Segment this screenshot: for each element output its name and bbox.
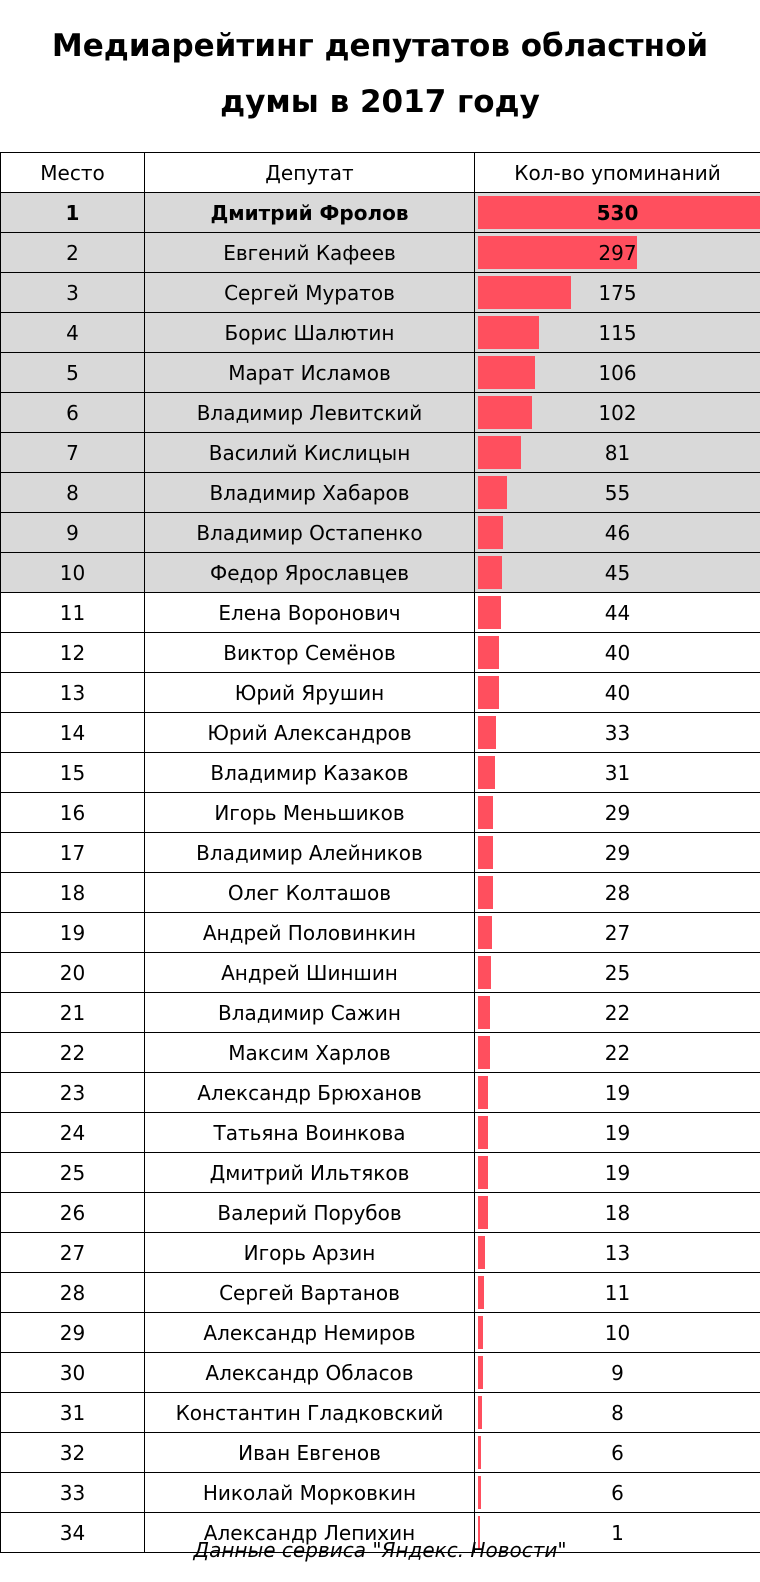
mentions-cell <box>475 353 760 393</box>
mentions-bar <box>478 436 521 469</box>
mentions-bar <box>478 316 539 349</box>
mentions-bar <box>478 516 503 549</box>
mentions-cell <box>475 833 760 873</box>
column-header-mentions: Кол-во упоминаний <box>475 153 760 193</box>
mentions-value-label: 6 <box>611 1480 624 1505</box>
deputy-name-cell: Евгений Кафеев <box>145 233 475 273</box>
deputy-name-cell: Владимир Казаков <box>145 753 475 793</box>
table-row <box>1 1313 760 1353</box>
rank-cell: 34 <box>1 1513 145 1553</box>
mentions-cell <box>475 913 760 953</box>
table-row <box>1 433 760 473</box>
rank-cell: 26 <box>1 1193 145 1233</box>
table-row <box>1 953 760 993</box>
deputy-name-cell: Дмитрий Ильтяков <box>145 1153 475 1193</box>
deputy-name-cell: Виктор Семёнов <box>145 633 475 673</box>
deputy-name-cell: Борис Шалютин <box>145 313 475 353</box>
rank-cell: 7 <box>1 433 145 473</box>
mentions-value-label: 11 <box>604 1280 631 1305</box>
mentions-value-label: 13 <box>604 1240 631 1265</box>
deputy-name-cell: Игорь Арзин <box>145 1233 475 1273</box>
mentions-cell <box>475 1433 760 1473</box>
mentions-bar <box>478 676 499 709</box>
mentions-bar <box>478 636 499 669</box>
mentions-bar <box>478 1396 482 1429</box>
rank-cell: 17 <box>1 833 145 873</box>
mentions-cell <box>475 313 760 353</box>
mentions-cell <box>475 393 760 433</box>
deputy-name-cell: Сергей Муратов <box>145 273 475 313</box>
mentions-bar <box>478 1276 484 1309</box>
mentions-value-label: 6 <box>611 1440 624 1465</box>
mentions-cell <box>475 1473 760 1513</box>
table-row <box>1 1153 760 1193</box>
mentions-bar <box>478 1356 483 1389</box>
table-row <box>1 833 760 873</box>
mentions-bar <box>478 836 493 869</box>
mentions-bar <box>478 996 490 1029</box>
table-row <box>1 1393 760 1433</box>
deputy-name-cell: Марат Исламов <box>145 353 475 393</box>
mentions-value-label: 28 <box>604 880 631 905</box>
rank-cell: 10 <box>1 553 145 593</box>
mentions-value-label: 297 <box>598 240 637 265</box>
mentions-cell <box>475 633 760 673</box>
deputy-name-cell: Андрей Половинкин <box>145 913 475 953</box>
mentions-value-label: 46 <box>604 520 631 545</box>
table-row <box>1 1273 760 1313</box>
table-row <box>1 273 760 313</box>
mentions-value-label: 19 <box>604 1080 631 1105</box>
header-row <box>1 153 760 193</box>
mentions-value-label: 106 <box>598 360 637 385</box>
mentions-bar <box>478 556 502 589</box>
mentions-cell <box>475 1113 760 1153</box>
title-line-1: Медиарейтинг депутатов областной <box>51 28 709 64</box>
deputy-name-cell: Александр Брюханов <box>145 1073 475 1113</box>
rank-cell: 20 <box>1 953 145 993</box>
rank-cell: 28 <box>1 1273 145 1313</box>
table-body <box>1 193 760 1553</box>
table-row <box>1 1353 760 1393</box>
mentions-value-label: 175 <box>598 280 637 305</box>
mentions-value-label: 45 <box>604 560 631 585</box>
mentions-cell <box>475 1033 760 1073</box>
column-header-deputy: Депутат <box>145 153 475 193</box>
mentions-value-label: 31 <box>604 760 631 785</box>
mentions-bar <box>478 716 496 749</box>
mentions-value-label: 102 <box>598 400 637 425</box>
rank-cell: 14 <box>1 713 145 753</box>
mentions-cell <box>475 1273 760 1313</box>
deputy-name-cell: Максим Харлов <box>145 1033 475 1073</box>
rank-cell: 11 <box>1 593 145 633</box>
rank-cell: 8 <box>1 473 145 513</box>
table-row <box>1 753 760 793</box>
mentions-cell <box>475 673 760 713</box>
mentions-value-label: 40 <box>604 640 631 665</box>
mentions-bar <box>478 876 493 909</box>
rank-cell: 33 <box>1 1473 145 1513</box>
deputy-name-cell: Владимир Хабаров <box>145 473 475 513</box>
mentions-value-label: 81 <box>604 440 631 465</box>
deputy-name-cell: Иван Евгенов <box>145 1433 475 1473</box>
mentions-cell <box>475 593 760 633</box>
title-line-2: думы в 2017 году <box>220 84 540 120</box>
mentions-bar <box>478 1196 488 1229</box>
mentions-bar <box>478 916 492 949</box>
deputy-name-cell: Константин Гладковский <box>145 1393 475 1433</box>
mentions-cell <box>475 553 760 593</box>
mentions-bar <box>478 1036 490 1069</box>
deputy-name-cell: Игорь Меньшиков <box>145 793 475 833</box>
mentions-cell <box>475 1353 760 1393</box>
table-row <box>1 313 760 353</box>
rank-cell: 2 <box>1 233 145 273</box>
mentions-cell <box>475 953 760 993</box>
mentions-cell <box>475 1193 760 1233</box>
mentions-cell <box>475 1313 760 1353</box>
mentions-value-label: 530 <box>596 200 639 225</box>
table-row <box>1 873 760 913</box>
mentions-bar <box>478 796 493 829</box>
mentions-bar <box>478 596 501 629</box>
rank-cell: 3 <box>1 273 145 313</box>
table-row <box>1 1113 760 1153</box>
mentions-value-label: 44 <box>604 600 631 625</box>
table-row <box>1 473 760 513</box>
mentions-cell <box>475 793 760 833</box>
mentions-value-label: 29 <box>604 800 631 825</box>
mentions-cell <box>475 873 760 913</box>
mentions-cell <box>475 1153 760 1193</box>
column-header-place: Место <box>1 153 145 193</box>
rank-cell: 13 <box>1 673 145 713</box>
rank-cell: 4 <box>1 313 145 353</box>
table-row <box>1 593 760 633</box>
rank-cell: 30 <box>1 1353 145 1393</box>
mentions-bar <box>478 1116 488 1149</box>
rank-cell: 1 <box>1 193 145 233</box>
deputy-name-cell: Александр Обласов <box>145 1353 475 1393</box>
deputy-name-cell: Владимир Левитский <box>145 393 475 433</box>
deputy-name-cell: Федор Ярославцев <box>145 553 475 593</box>
mentions-value-label: 9 <box>611 1360 624 1385</box>
mentions-value-label: 18 <box>604 1200 631 1225</box>
table-row <box>1 353 760 393</box>
table-row <box>1 1033 760 1073</box>
mentions-value-label: 8 <box>611 1400 624 1425</box>
table-row <box>1 233 760 273</box>
rank-cell: 6 <box>1 393 145 433</box>
mentions-value-label: 115 <box>598 320 637 345</box>
table-row <box>1 993 760 1033</box>
rank-cell: 29 <box>1 1313 145 1353</box>
table-row <box>1 633 760 673</box>
mentions-bar <box>478 956 491 989</box>
rank-cell: 15 <box>1 753 145 793</box>
mentions-value-label: 40 <box>604 680 631 705</box>
mentions-cell <box>475 1393 760 1433</box>
deputy-name-cell: Елена Воронович <box>145 593 475 633</box>
mentions-value-label: 25 <box>604 960 631 985</box>
rank-cell: 21 <box>1 993 145 1033</box>
mentions-bar <box>478 1436 481 1469</box>
mentions-cell <box>475 273 760 313</box>
deputy-name-cell: Владимир Алейников <box>145 833 475 873</box>
mentions-value-label: 22 <box>604 1000 631 1025</box>
mentions-value-label: 33 <box>604 720 631 745</box>
mentions-bar <box>478 1076 488 1109</box>
rank-cell: 25 <box>1 1153 145 1193</box>
rank-cell: 16 <box>1 793 145 833</box>
mentions-cell <box>475 193 760 233</box>
table-row <box>1 513 760 553</box>
mentions-value-label: 19 <box>604 1120 631 1145</box>
mentions-value-label: 1 <box>611 1520 624 1545</box>
mentions-bar <box>478 276 571 309</box>
mentions-value-label: 19 <box>604 1160 631 1185</box>
rank-cell: 31 <box>1 1393 145 1433</box>
table-row <box>1 673 760 713</box>
mentions-cell <box>475 1233 760 1273</box>
rating-table <box>0 152 760 1553</box>
rank-cell: 9 <box>1 513 145 553</box>
table-row <box>1 1433 760 1473</box>
table-row <box>1 1233 760 1273</box>
deputy-name-cell: Олег Колташов <box>145 873 475 913</box>
mentions-bar <box>478 1156 488 1189</box>
deputy-name-cell: Андрей Шиншин <box>145 953 475 993</box>
rank-cell: 19 <box>1 913 145 953</box>
table-row <box>1 1073 760 1113</box>
deputy-name-cell: Юрий Ярушин <box>145 673 475 713</box>
deputy-name-cell: Татьяна Воинкова <box>145 1113 475 1153</box>
deputy-name-cell: Николай Морковкин <box>145 1473 475 1513</box>
mentions-bar <box>478 396 532 429</box>
mentions-cell <box>475 753 760 793</box>
chart-title <box>0 18 760 130</box>
rank-cell: 27 <box>1 1233 145 1273</box>
mentions-bar <box>478 356 535 389</box>
table-row <box>1 913 760 953</box>
mentions-bar <box>478 1476 481 1509</box>
table-row <box>1 1193 760 1233</box>
rank-cell: 22 <box>1 1033 145 1073</box>
deputy-name-cell: Валерий Порубов <box>145 1193 475 1233</box>
rank-cell: 24 <box>1 1113 145 1153</box>
deputy-name-cell: Владимир Сажин <box>145 993 475 1033</box>
mentions-bar <box>478 1236 485 1269</box>
mentions-bar <box>478 476 507 509</box>
table-row <box>1 793 760 833</box>
deputy-name-cell: Александр Немиров <box>145 1313 475 1353</box>
deputy-name-cell: Василий Кислицын <box>145 433 475 473</box>
mentions-cell <box>475 993 760 1033</box>
mentions-cell <box>475 233 760 273</box>
table-row <box>1 193 760 233</box>
mentions-value-label: 10 <box>604 1320 631 1345</box>
mentions-value-label: 22 <box>604 1040 631 1065</box>
table-row <box>1 553 760 593</box>
deputy-name-cell: Юрий Александров <box>145 713 475 753</box>
mentions-cell <box>475 473 760 513</box>
rank-cell: 12 <box>1 633 145 673</box>
mentions-bar <box>478 1316 483 1349</box>
rank-cell: 5 <box>1 353 145 393</box>
rank-cell: 23 <box>1 1073 145 1113</box>
table-row <box>1 1473 760 1513</box>
deputy-name-cell: Александр Лепихин <box>145 1513 475 1553</box>
rank-cell: 32 <box>1 1433 145 1473</box>
mentions-value-label: 55 <box>604 480 631 505</box>
table-row <box>1 393 760 433</box>
rank-cell: 18 <box>1 873 145 913</box>
mentions-cell <box>475 1073 760 1113</box>
deputy-name-cell: Владимир Остапенко <box>145 513 475 553</box>
mentions-cell <box>475 713 760 753</box>
mentions-cell <box>475 513 760 553</box>
mentions-value-label: 29 <box>604 840 631 865</box>
mentions-bar <box>478 756 495 789</box>
data-source-note: Данные сервиса "Яндекс. Новости" <box>193 1538 567 1562</box>
mentions-value-label: 27 <box>604 920 631 945</box>
mentions-cell <box>475 433 760 473</box>
deputy-name-cell: Сергей Вартанов <box>145 1273 475 1313</box>
deputy-name-cell: Дмитрий Фролов <box>145 193 475 233</box>
table-row <box>1 713 760 753</box>
